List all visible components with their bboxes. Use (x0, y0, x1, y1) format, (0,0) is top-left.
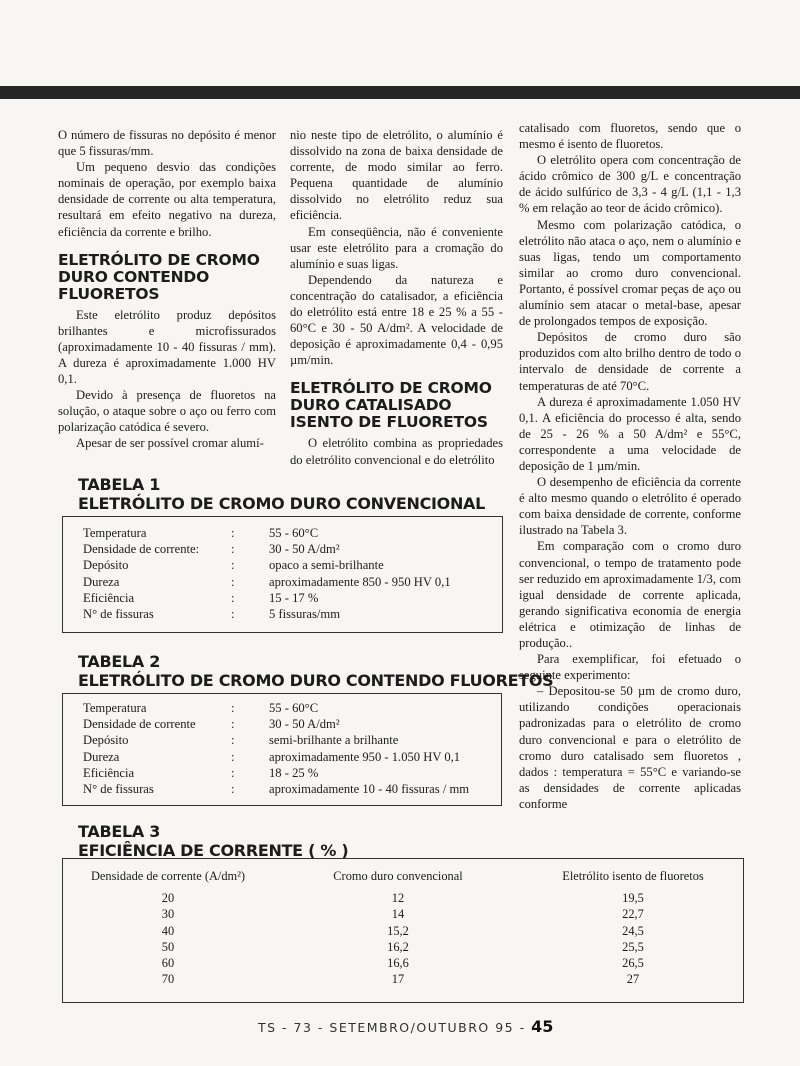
row-separator: : (231, 590, 235, 605)
table-cell: 14 (391, 907, 405, 922)
section-heading: ELETRÓLITO DE CROMO DURO CONTENDO FLUORETOS (58, 250, 260, 303)
paragraph: Mesmo com polarização catódica, o eletrólito não ataca o aço, nem o alumínio e suas ligas, tendo um comportamento similar ao cromo duro convencional. Portanto, é possível cromar peças de aço ou alumínio sem atacar o metal-base, apesar de prolongados tempos de exposição. (519, 217, 741, 329)
column-header: Eletrólito isento de fluoretos (562, 869, 704, 883)
table-row (63, 906, 743, 922)
row-separator: : (231, 717, 235, 732)
tabela-1-table (83, 525, 451, 622)
tabela-2-title (78, 652, 553, 690)
text-column-1 (58, 127, 276, 452)
paragraph: O número de fissuras no depósito é menor que 5 fissuras/mm. (58, 128, 276, 159)
table-row (83, 781, 469, 797)
table-row (83, 732, 469, 748)
table-cell: 60 (161, 956, 175, 971)
column-header: Cromo duro convencional (333, 869, 463, 883)
paragraph: Para exemplificar, foi efetuado o seguinte experimento: (519, 652, 741, 683)
paragraph: O desempenho de eficiência da corrente é alto mesmo quando o eletrólito é operado com baixa densidade de corrente, conforme ilustrado na Tabela 3. (519, 475, 741, 538)
table-cell: 30 (161, 907, 175, 922)
tabela-1-box (62, 516, 503, 633)
row-value: 30 - 50 A/dm² (269, 717, 340, 732)
row-value: opaco a semi-brilhante (269, 558, 384, 573)
row-separator: : (231, 558, 235, 573)
row-separator: : (231, 765, 235, 780)
table-row (83, 574, 451, 590)
table-row (83, 700, 469, 716)
paragraph: – Depositou-se 50 µm de cromo duro, utilizando condições operacionais padronizadas para o eletrólito de cromo duro convencional e para o eletrólito de cromo duro catalisado sem fluoretos , dados : temperatura = 55°C e variando-se as densidades de corrente aplicadas conforme (519, 684, 741, 811)
table-cell: 17 (391, 972, 405, 987)
table-row (63, 923, 743, 939)
row-separator: : (231, 526, 235, 540)
table-cell: 20 (161, 891, 175, 905)
row-separator: : (231, 574, 235, 589)
table-row (83, 765, 469, 781)
tabela-1-caption: ELETRÓLITO DE CROMO DURO CONVENCIONAL (78, 494, 486, 513)
tabela-3-box (62, 858, 744, 1003)
table-cell: 19,5 (622, 891, 644, 905)
row-value: 55 - 60°C (269, 526, 319, 540)
table-row (83, 541, 451, 557)
table-row (83, 557, 451, 573)
row-value: aproximadamente 950 - 1.050 HV 0,1 (269, 749, 461, 764)
table-row (83, 716, 469, 732)
row-value: 55 - 60°C (269, 701, 319, 715)
text-column-2 (290, 127, 503, 468)
paragraph: Depósitos de cromo duro são produzidos com alto brilho dentro de todo o intervalo de densidade de corrente a temperaturas de até 70°C. (519, 330, 741, 393)
row-value: 30 - 50 A/dm² (269, 542, 340, 557)
row-label: Depósito (83, 558, 129, 573)
table-cell: 24,5 (622, 923, 644, 938)
table-cell: 50 (161, 939, 175, 954)
tabela-2-caption: ELETRÓLITO DE CROMO DURO CONTENDO FLUORETOS (78, 671, 554, 690)
row-separator: : (231, 782, 235, 797)
paragraph: Este eletrólito produz depósitos brilhantes e microfissurados (aproximadamente 10 - 40 fissuras / mm). A dureza é aproximadamente 1.000 HV 0,1. (58, 307, 276, 387)
table-cell: 22,7 (622, 907, 644, 922)
tabela-3-label: TABELA 3 (78, 822, 161, 841)
row-value: 5 fissuras/mm (269, 607, 341, 622)
row-label: Densidade de corrente: (83, 542, 200, 557)
row-value: aproximadamente 850 - 950 HV 0,1 (269, 574, 451, 589)
tabela-1-title (78, 475, 485, 513)
paragraph: O eletrólito opera com concentração de ácido crômico de 300 g/L e concentração de ácido sulfúrico de 3,3 - 4 g/L (1,1 - 1,3 % em relação ao teor de ácido crômico). (519, 153, 741, 216)
table-row (63, 939, 743, 955)
table-row (63, 971, 743, 987)
row-label: N° de fissuras (83, 782, 154, 797)
section-heading: ELETRÓLITO DE CROMO DURO CATALISADO ISENTO DE FLUORETOS (290, 379, 492, 432)
column-header: Densidade de corrente (A/dm²) (90, 869, 246, 883)
table-row (63, 890, 743, 906)
row-separator: : (231, 607, 235, 622)
row-label: Densidade de corrente (83, 717, 196, 732)
tabela-2-label: TABELA 2 (78, 652, 161, 671)
tabela-3-title (78, 822, 348, 860)
row-label: Depósito (83, 733, 129, 748)
table-cell: 25,5 (622, 939, 644, 954)
table-row (83, 525, 451, 541)
paragraph: Em conseqüência, não é conveniente usar este eletrólito para a cromação do alumínio e suas ligas. (290, 224, 503, 271)
table-cell: 26,5 (622, 956, 644, 971)
table-row (83, 749, 469, 765)
tabela-1-label: TABELA 1 (78, 475, 161, 494)
paragraph: Devido à presença de fluoretos na solução, o ataque sobre o aço ou ferro com polarização catódica é severo. (58, 388, 276, 435)
tabela-2-table (83, 700, 469, 797)
table-row (63, 955, 743, 971)
row-value: semi-brilhante a brilhante (269, 733, 399, 748)
row-label: Temperatura (83, 526, 147, 540)
paragraph: Em comparação com o cromo duro convencional, o tempo de tratamento pode ser reduzido em aproximadamente 1/3, com igual densidade de corrente aplicada, gerando significativa economia de energia elétrica e otimização de linhas de produção.. (519, 539, 741, 650)
table-cell: 16,2 (387, 939, 409, 954)
table-row (83, 590, 451, 606)
tabela-2-box (62, 693, 502, 806)
row-label: Dureza (83, 574, 120, 589)
text-column-3 (519, 120, 741, 812)
page-footer (258, 1017, 553, 1036)
row-separator: : (231, 542, 235, 557)
table-cell: 12 (391, 891, 405, 905)
paragraph: Um pequeno desvio das condições nominais de operação, por exemplo baixa densidade de corrente ou alta temperatura, resultará em efeito negativo na dureza, eficiência da corrente e brilho. (58, 160, 276, 239)
table-cell: 16,6 (387, 956, 409, 971)
tabela-3-caption: EFICIÊNCIA DE CORRENTE ( % ) (78, 841, 349, 860)
table-cell: 27 (626, 972, 640, 987)
row-value: aproximadamente 10 - 40 fissuras / mm (269, 782, 470, 797)
paragraph: catalisado com fluoretos, sendo que o mesmo é isento de fluoretos. (519, 121, 741, 152)
paragraph: A dureza é aproximadamente 1.050 HV 0,1. A eficiência do processo é alta, sendo de 25 - 26 % a 50 A/dm² e 55°C, correspondente a uma velocidade de deposição de 1 µm/min. (519, 394, 741, 473)
table-cell: 40 (161, 923, 175, 938)
paragraph: nio neste tipo de eletrólito, o alumínio é dissolvido na zona de baixa densidade de corrente, de modo similar ao ferro. Pequena quantidade de alumínio dissolvido no eletrólito reduz sua eficiência. (290, 128, 503, 223)
header-rule (0, 86, 800, 99)
table-row (83, 606, 451, 622)
row-label: Eficiência (83, 590, 135, 605)
paragraph: Apesar de ser possível cromar alumí- (76, 436, 264, 451)
footer-issue: TS - 73 - SETEMBRO/OUTUBRO 95 - (258, 1020, 532, 1035)
row-label: Temperatura (83, 701, 147, 715)
row-separator: : (231, 701, 235, 715)
row-separator: : (231, 749, 235, 764)
table-cell: 15,2 (387, 923, 409, 938)
table-cell: 70 (161, 972, 175, 987)
page-number: 45 (531, 1017, 554, 1036)
row-separator: : (231, 733, 235, 748)
row-value: 18 - 25 % (269, 765, 319, 780)
row-label: Dureza (83, 749, 120, 764)
row-label: N° de fissuras (83, 607, 154, 622)
tabela-3-table (63, 859, 743, 988)
row-label: Eficiência (83, 765, 135, 780)
paragraph: O eletrólito combina as propriedades do eletrólito convencional e do eletrólito (290, 436, 503, 467)
paragraph: Dependendo da natureza e concentração do catalisador, a eficiência do eletrólito está entre 18 e 25 % a 55 - 60°C e 30 - 50 A/dm². A velocidade de deposição é aproximadamente 0,4 - 0,95 µm/min. (290, 272, 503, 368)
row-value: 15 - 17 % (269, 590, 319, 605)
